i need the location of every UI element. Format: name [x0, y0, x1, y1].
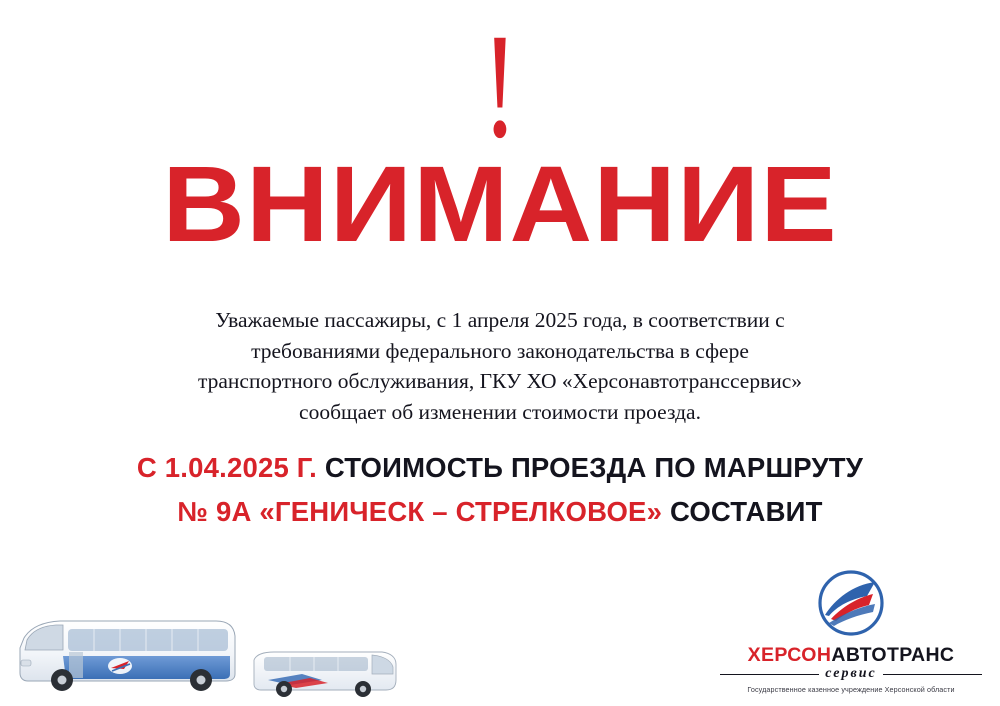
logo-name-secondary: АВТОТРАНС [831, 643, 955, 666]
fare-amount-label: СОСТАВИТ [669, 496, 823, 527]
logo-rule-right [883, 674, 982, 675]
announcement-line: транспортного обслуживания, ГКУ ХО «Херсонавтотранссервис» [197, 369, 803, 394]
fare-notice-line-1 [40, 448, 960, 488]
page-title: ВНИМАНИЕ [162, 143, 838, 264]
bus-illustration-large [16, 616, 238, 694]
fare-date-label: С 1.04.2025 Г. [136, 452, 317, 483]
logo-name [720, 645, 982, 665]
logo-subtitle-row [720, 666, 982, 682]
logo-emblem-icon [809, 569, 893, 641]
route-number-label: № 9А «ГЕНИЧЕСК – СТРЕЛКОВОЕ» [177, 496, 663, 527]
fare-notice-line-2 [40, 492, 960, 532]
bus-illustration-small [250, 644, 400, 698]
exclamation-mark-graphic [0, 3, 1000, 169]
exclamation-icon: ! [482, 3, 518, 169]
logo-footnote: Государственное казенное учреждение Херсонской области [747, 685, 955, 694]
announcement-line: Уважаемые пассажиры, с 1 апреля 2025 года, в соответствии с [215, 308, 785, 332]
logo-name-primary: ХЕРСОН [747, 643, 832, 666]
company-logo [720, 569, 982, 694]
announcement-body [95, 305, 905, 427]
announcement-line: сообщает об изменении стоимости проезда. [299, 399, 701, 424]
logo-subtitle: сервис [825, 666, 877, 681]
logo-rule-left [720, 674, 819, 675]
announcement-line: требованиями федерального законодательства в сфере [251, 338, 749, 363]
fare-route-label: СТОИМОСТЬ ПРОЕЗДА ПО МАРШРУТУ [324, 452, 864, 483]
